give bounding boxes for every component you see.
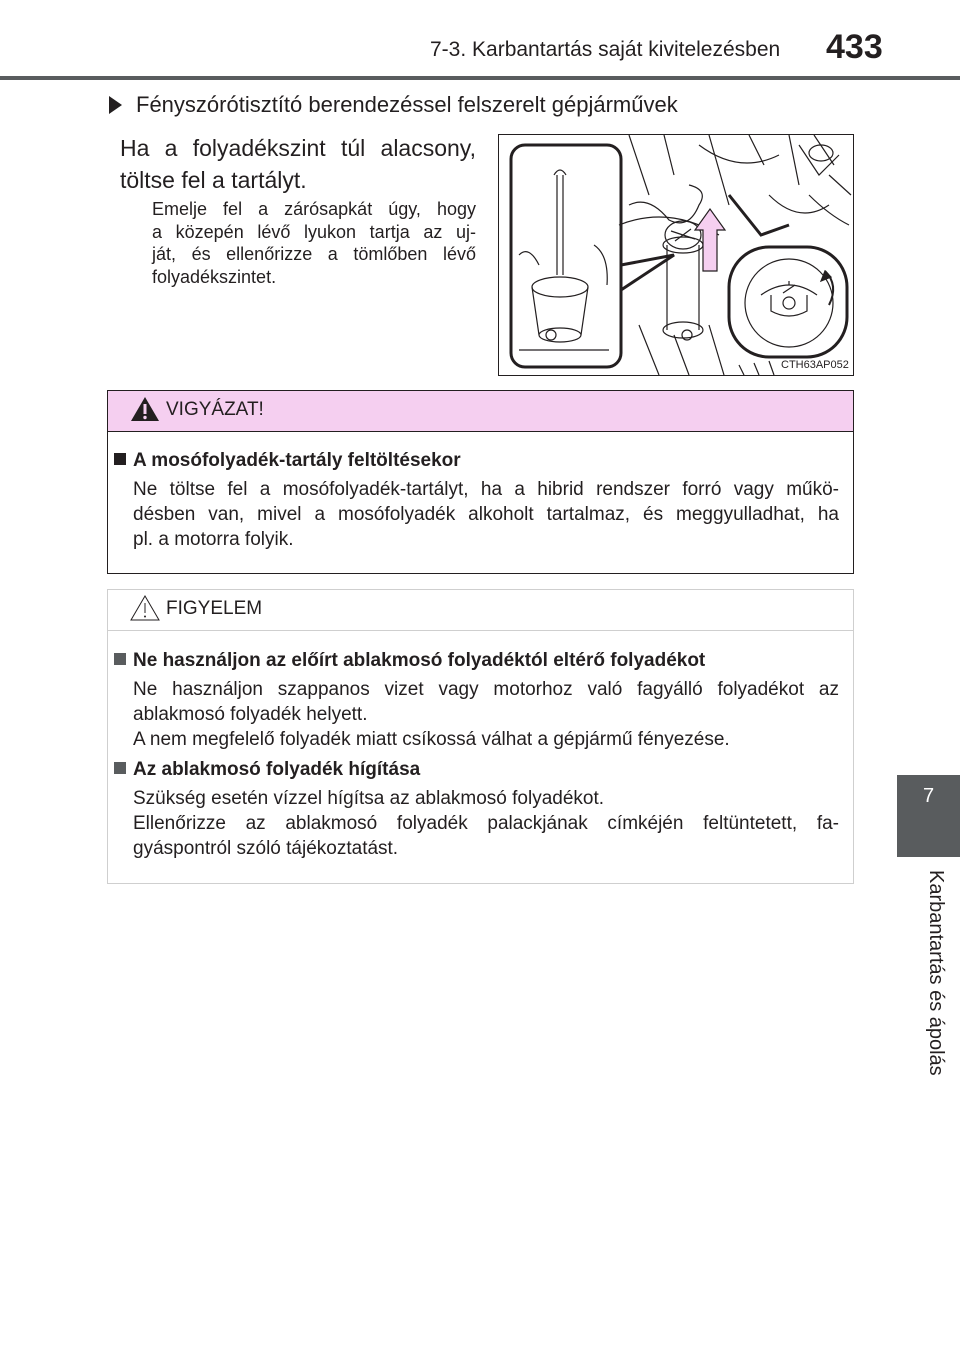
notice-line: Szükség esetén vízzel hígítsa az ablakmosó folyadékot. bbox=[133, 788, 605, 809]
washer-reservoir-illustration bbox=[498, 134, 854, 376]
lead-line: töltse fel a tartályt. bbox=[120, 167, 307, 193]
caution-item-body bbox=[133, 477, 839, 552]
notice-item1-title bbox=[114, 650, 705, 672]
instruction-line: folyadékszintet. bbox=[152, 266, 277, 287]
caution-line: Ne töltse fel a mosófolyadék-tartályt, ha a hibrid rendszer forró vagy műkö- bbox=[133, 479, 839, 500]
lead-line: Ha a folyadékszint túl alacsony, bbox=[120, 135, 476, 161]
page-number: 433 bbox=[826, 28, 883, 66]
notice-line: ablakmosó folyadék helyett. bbox=[133, 704, 368, 725]
caution-header bbox=[108, 391, 853, 432]
instruction-line: ját, és ellenőrizze a tömlőben lévő bbox=[152, 244, 476, 264]
figure-code: CTH63AP052 bbox=[781, 359, 849, 371]
section-title: 7-3. Karbantartás saját kivitelezésben bbox=[430, 38, 781, 61]
notice-header bbox=[108, 590, 853, 631]
notice-item1-body bbox=[133, 677, 839, 752]
header-rule bbox=[0, 76, 960, 80]
caution-line: pl. a motorra folyik. bbox=[133, 529, 294, 550]
notice-triangle-icon bbox=[130, 594, 160, 622]
notice-line: Ne használjon szappanos vizet vagy motorhoz való fagyálló folyadékot az bbox=[133, 679, 839, 700]
caution-item-title bbox=[114, 450, 461, 472]
instruction-paragraph bbox=[152, 198, 476, 288]
notice-line: A nem megfelelő folyadék miatt csíkossá válhat a gépjármű fényezése. bbox=[133, 729, 730, 750]
notice-line: gyáspontról szóló tájékoztatást. bbox=[133, 838, 399, 859]
lead-paragraph bbox=[120, 132, 476, 196]
notice-item2-title bbox=[114, 759, 420, 781]
notice-item1-title-text: Ne használjon az előírt ablakmosó folyadéktól eltérő folyadékot bbox=[133, 650, 706, 671]
square-bullet-icon bbox=[114, 762, 126, 774]
caution-item-title-text: A mosófolyadék-tartály feltöltésekor bbox=[133, 450, 461, 471]
chapter-title: Karbantartás és ápolás bbox=[925, 870, 947, 1076]
notice-item2-title-text: Az ablakmosó folyadék hígítása bbox=[133, 759, 421, 780]
section-subtitle: Fényszórótisztító berendezéssel felszerelt gépjárművek bbox=[136, 92, 678, 117]
instruction-line: a közepén lévő lyukon tartja az uj- bbox=[152, 221, 476, 242]
caution-heading: VIGYÁZAT! bbox=[166, 399, 264, 420]
illustration-svg bbox=[499, 135, 853, 375]
triangle-bullet-icon bbox=[109, 96, 122, 114]
caution-line: désben van, mivel a mosófolyadék alkoholt tartalmaz, és meggyulladhat, ha bbox=[133, 504, 839, 525]
notice-heading: FIGYELEM bbox=[166, 598, 263, 619]
notice-item2-body bbox=[133, 786, 839, 861]
notice-line: Ellenőrizze az ablakmosó folyadék palackjának címkéjén feltüntetett, fa- bbox=[133, 813, 839, 834]
chapter-number: 7 bbox=[922, 785, 935, 807]
square-bullet-icon bbox=[114, 653, 126, 665]
warning-triangle-icon bbox=[130, 395, 160, 423]
instruction-line: Emelje fel a zárósapkát úgy, hogy bbox=[152, 199, 476, 219]
square-bullet-icon bbox=[114, 453, 126, 465]
